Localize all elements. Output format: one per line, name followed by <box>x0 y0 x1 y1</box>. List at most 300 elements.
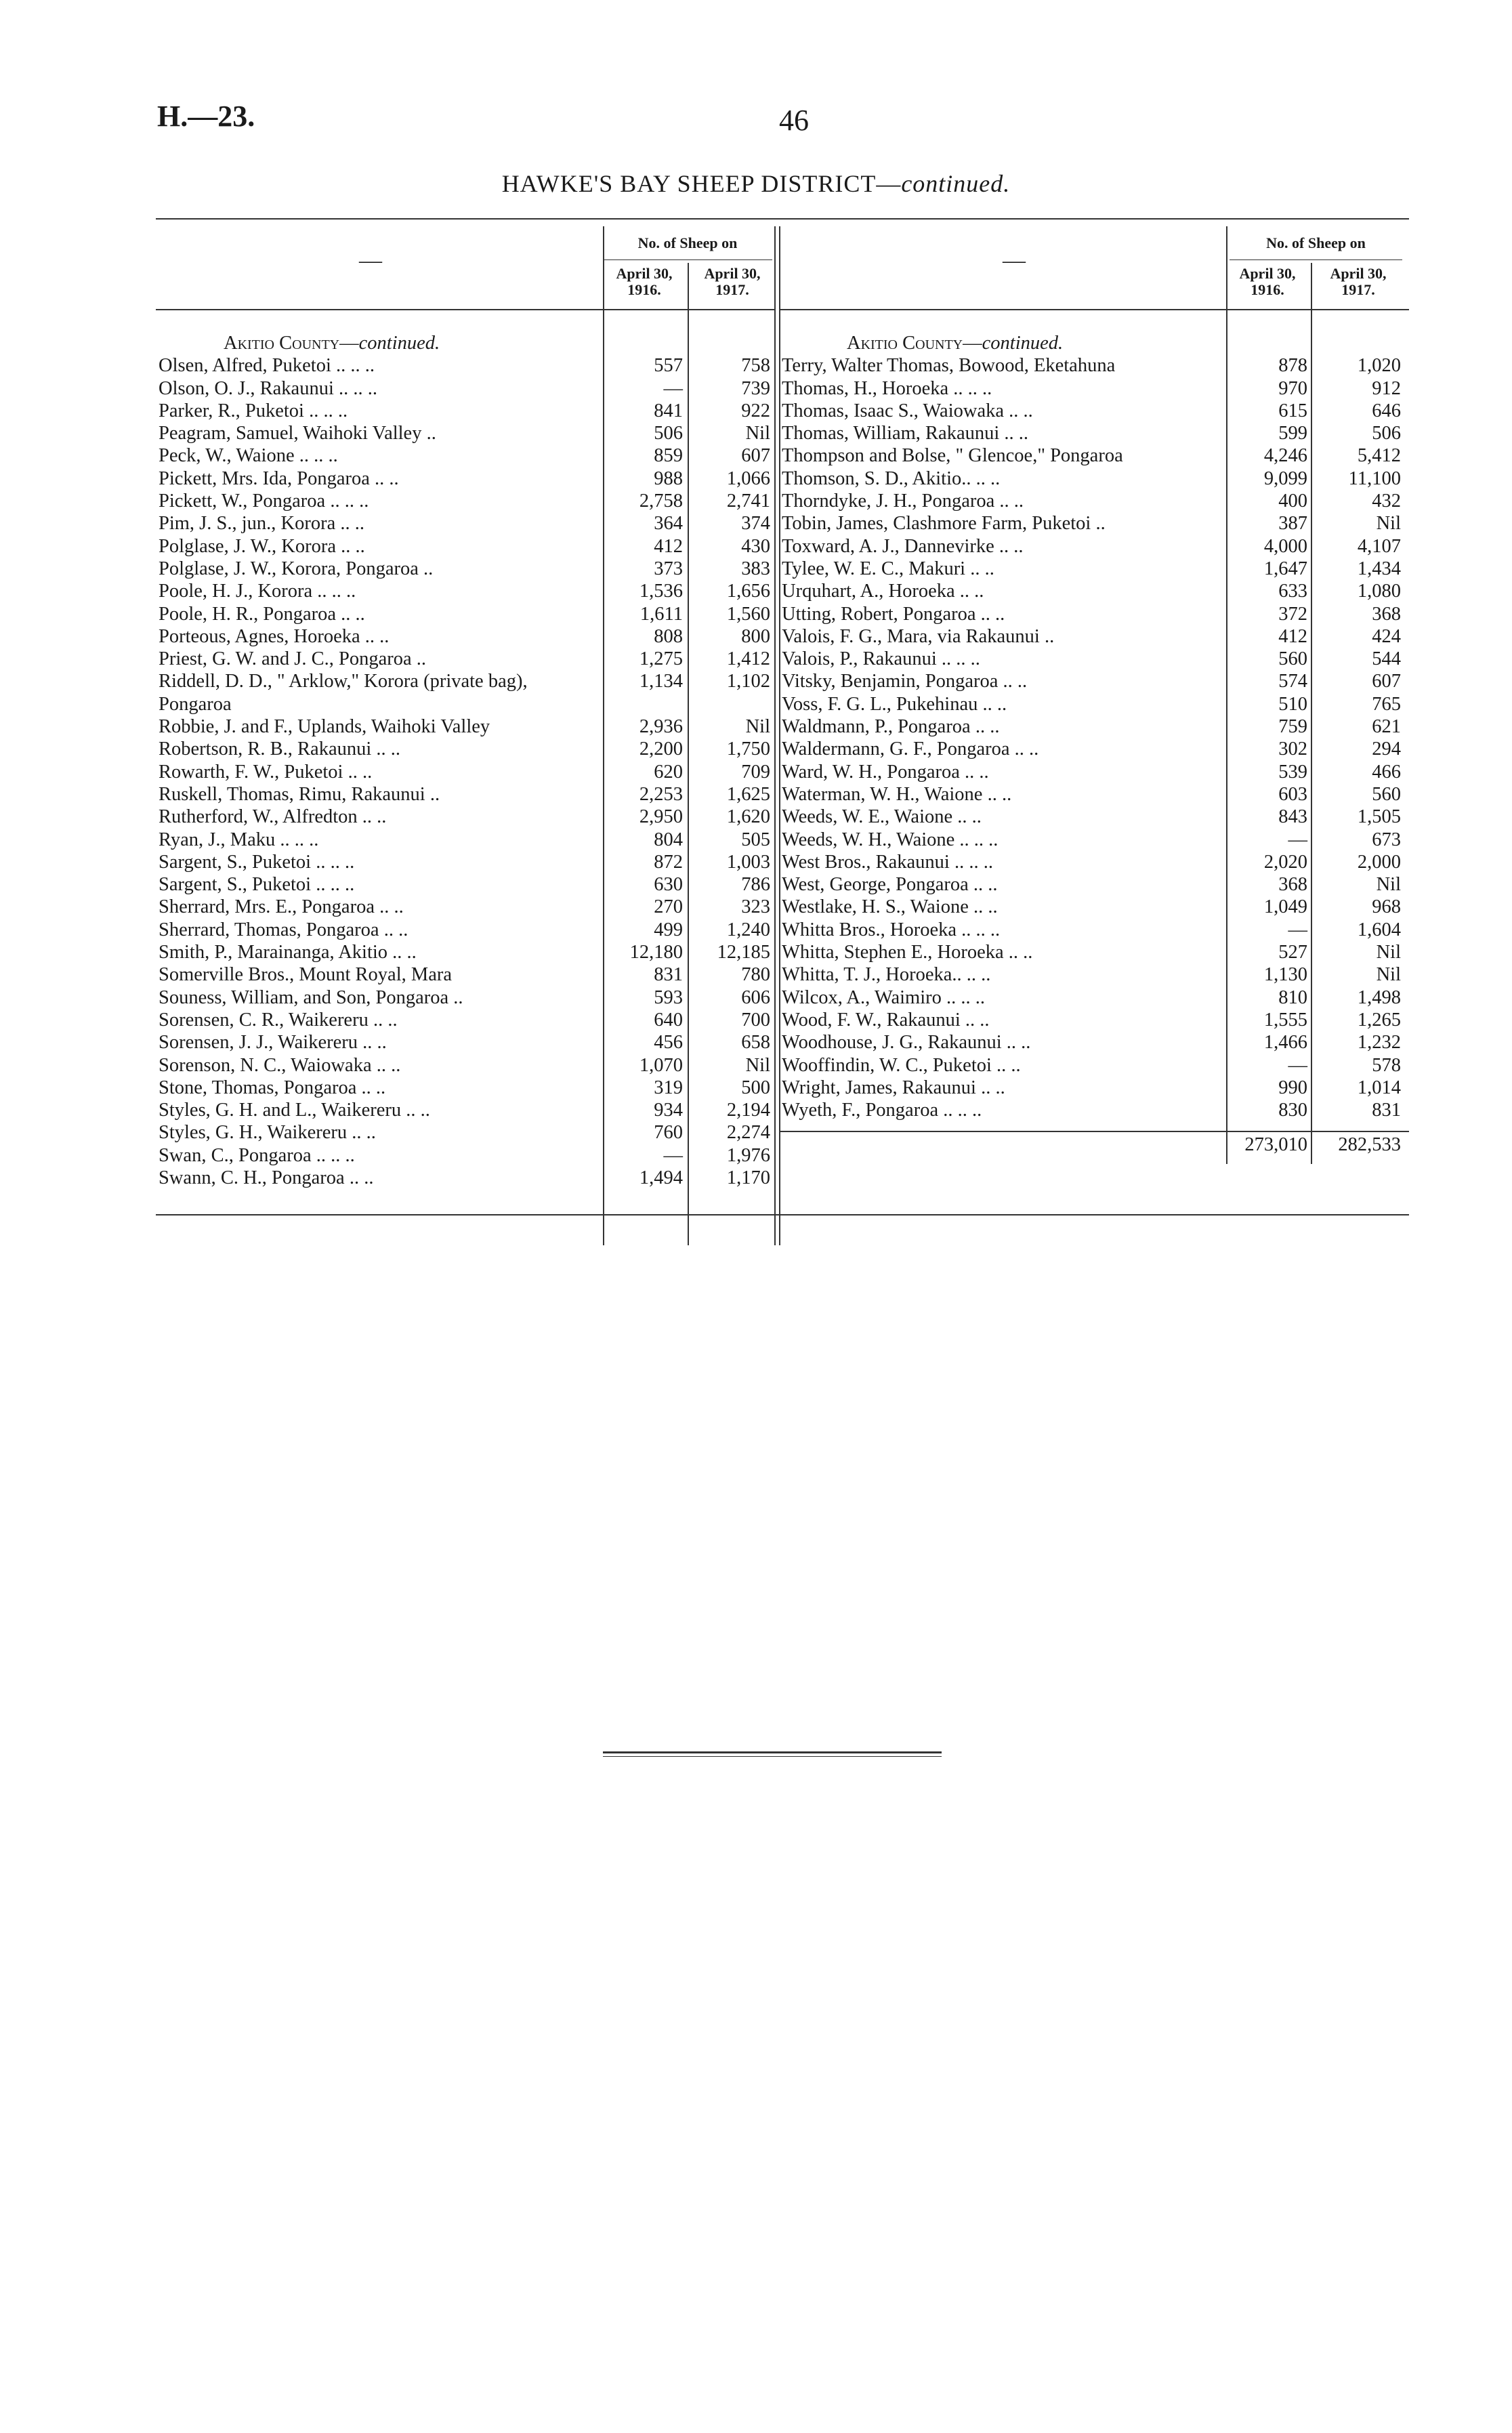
county-name: Akitio County— <box>224 333 359 354</box>
value-1917: 709 <box>741 761 770 783</box>
value-1916: 808 <box>654 625 683 647</box>
value-1917: 739 <box>741 377 770 399</box>
row-name: Sorensen, C. R., Waikereru .. .. <box>159 1009 398 1031</box>
header-col-1917: April 30, 1917. <box>704 265 761 298</box>
table-row <box>156 1009 776 1031</box>
table-row <box>779 580 1409 602</box>
row-name: Whitta, T. J., Horoeka.. .. .. <box>782 964 991 986</box>
value-1917: 500 <box>741 1077 770 1098</box>
row-name: Westlake, H. S., Waione .. .. <box>782 896 998 918</box>
table-row <box>156 986 776 1009</box>
table-row <box>156 422 776 444</box>
table-row <box>156 738 776 760</box>
row-name: Rutherford, W., Alfredton .. .. <box>159 806 387 828</box>
value-1916: 841 <box>654 400 683 421</box>
row-name: Parker, R., Puketoi .. .. .. <box>159 400 348 421</box>
row-name: Valois, P., Rakaunui .. .. .. <box>782 648 980 670</box>
value-1917: 800 <box>741 625 770 647</box>
value-1916: 970 <box>1278 377 1307 399</box>
table-row <box>779 490 1409 512</box>
table-row <box>156 558 776 580</box>
row-name: Robbie, J. and F., Uplands, Waihoki Valley <box>159 716 490 738</box>
table-row <box>779 829 1409 851</box>
row-name: Terry, Walter Thomas, Bowood, Eketahuna <box>782 355 1116 377</box>
value-1916: 878 <box>1278 355 1307 377</box>
value-1917: 2,000 <box>1357 851 1401 873</box>
row-name: Whitta Bros., Horoeka .. .. .. <box>782 919 1001 940</box>
value-1916: 1,134 <box>639 671 683 692</box>
total-1917: 282,533 <box>1338 1134 1401 1156</box>
table-row <box>779 761 1409 783</box>
value-1917: 1,232 <box>1357 1032 1401 1054</box>
value-1917: 424 <box>1372 625 1401 647</box>
row-name: Sorensen, J. J., Waikereru .. .. <box>159 1032 387 1054</box>
header-dash: — <box>359 248 382 273</box>
county-subheading <box>779 332 1409 354</box>
table-row <box>156 829 776 851</box>
header-col-1916: April 30, 1916. <box>616 265 673 298</box>
column-divider <box>774 226 776 309</box>
value-1917: 700 <box>741 1009 770 1031</box>
table-row <box>156 783 776 806</box>
value-1916: 759 <box>1278 716 1307 738</box>
value-1916: 2,936 <box>639 716 683 738</box>
table-row <box>779 851 1409 873</box>
row-name: Ward, W. H., Pongaroa .. .. <box>782 761 989 783</box>
row-name: Thomson, S. D., Akitio.. .. .. <box>782 467 1001 489</box>
header-col-1916: April 30, 1916. <box>1239 265 1296 298</box>
value-1917: 1,240 <box>726 919 770 940</box>
table-row <box>779 783 1409 806</box>
end-rule <box>603 1756 942 1757</box>
value-1917: 607 <box>1372 671 1401 692</box>
value-1916: 1,555 <box>1263 1009 1307 1031</box>
table-row <box>779 693 1409 715</box>
row-name: Toxward, A. J., Dannevirke .. .. <box>782 535 1024 557</box>
value-1917: 1,750 <box>726 739 770 760</box>
value-1917: 1,014 <box>1357 1077 1401 1098</box>
value-1916: 319 <box>654 1077 683 1098</box>
page-heading <box>0 169 1512 198</box>
table-row <box>156 377 776 400</box>
value-1917: Nil <box>1376 942 1401 963</box>
table-row <box>156 580 776 602</box>
value-1917: 505 <box>741 829 770 850</box>
row-name: Vitsky, Benjamin, Pongaroa .. .. <box>782 671 1028 692</box>
value-1917: 1,020 <box>1357 355 1401 377</box>
header-col-1917: April 30, 1917. <box>1330 265 1387 298</box>
value-1916: — <box>1288 829 1307 850</box>
value-1917: 658 <box>741 1032 770 1054</box>
table-row <box>156 1077 776 1099</box>
row-name: Wood, F. W., Rakaunui .. .. <box>782 1009 990 1031</box>
value-1917: 606 <box>741 986 770 1008</box>
table-row <box>779 648 1409 670</box>
value-1916: 1,494 <box>639 1167 683 1188</box>
value-1917: 780 <box>741 964 770 986</box>
table-row <box>156 806 776 828</box>
value-1917: 5,412 <box>1357 445 1401 467</box>
totals-row <box>779 1131 1409 1157</box>
table-row <box>156 535 776 558</box>
row-name: Wooffindin, W. C., Puketoi .. .. <box>782 1054 1021 1076</box>
value-1916: 872 <box>654 851 683 873</box>
table-row <box>779 1009 1409 1031</box>
table-row <box>156 1167 776 1189</box>
row-name: Ruskell, Thomas, Rimu, Rakaunui .. <box>159 783 440 805</box>
row-name: Ryan, J., Maku .. .. .. <box>159 829 319 850</box>
table-row <box>156 963 776 986</box>
value-1917: 544 <box>1372 648 1401 670</box>
sheep-table-left <box>156 224 776 1189</box>
table-row <box>156 625 776 648</box>
table-row <box>156 354 776 377</box>
table-row <box>779 467 1409 490</box>
value-1917: 1,625 <box>726 783 770 805</box>
table-row <box>779 963 1409 986</box>
value-1916: — <box>663 377 683 399</box>
row-name: Priest, G. W. and J. C., Pongaroa .. <box>159 648 427 670</box>
value-1917: 621 <box>1372 716 1401 738</box>
value-1917: 2,274 <box>726 1122 770 1144</box>
value-1917: 968 <box>1372 896 1401 918</box>
value-1917: Nil <box>1376 513 1401 535</box>
table-row <box>156 851 776 873</box>
row-name: Tobin, James, Clashmore Farm, Puketoi .. <box>782 513 1106 535</box>
value-1917: 646 <box>1372 400 1401 421</box>
table-row <box>156 648 776 670</box>
value-1916: 510 <box>1278 693 1307 715</box>
row-name: Robertson, R. B., Rakaunui .. .. <box>159 739 401 760</box>
row-name: Styles, G. H. and L., Waikereru .. .. <box>159 1100 430 1121</box>
row-name: Peagram, Samuel, Waihoki Valley .. <box>159 423 436 444</box>
value-1916: 990 <box>1278 1077 1307 1098</box>
table-row <box>779 919 1409 941</box>
row-name: Thorndyke, J. H., Pongaroa .. .. <box>782 491 1024 512</box>
value-1917: 1,412 <box>726 648 770 670</box>
value-1916: 1,536 <box>639 581 683 602</box>
value-1917: Nil <box>745 1054 770 1076</box>
value-1916: 372 <box>1278 603 1307 625</box>
value-1916: 2,950 <box>639 806 683 828</box>
table-row <box>156 444 776 467</box>
value-1917: 1,656 <box>726 581 770 602</box>
row-name: Pickett, W., Pongaroa .. .. .. <box>159 491 369 512</box>
value-1917: 758 <box>741 355 770 377</box>
table-row <box>779 1077 1409 1099</box>
value-1916: 804 <box>654 829 683 850</box>
table-row <box>779 558 1409 580</box>
value-1917: 1,620 <box>726 806 770 828</box>
table-row <box>156 1099 776 1121</box>
value-1917: 1,498 <box>1357 986 1401 1008</box>
table-row <box>779 670 1409 692</box>
row-name: Thomas, H., Horoeka .. .. .. <box>782 377 992 399</box>
value-1916: 2,758 <box>639 491 683 512</box>
row-name: Voss, F. G. L., Pukehinau .. .. <box>782 693 1007 715</box>
value-1916: 368 <box>1278 874 1307 896</box>
value-1917: 765 <box>1372 693 1401 715</box>
table-row <box>156 919 776 941</box>
table-row <box>779 1054 1409 1077</box>
heading-title: HAWKE'S BAY SHEEP DISTRICT— <box>501 170 902 197</box>
row-name: Thomas, Isaac S., Waiowaka .. .. <box>782 400 1033 421</box>
row-name: Polglase, J. W., Korora, Pongaroa .. <box>159 558 434 579</box>
page-number: 46 <box>779 104 809 137</box>
value-1917: 374 <box>741 513 770 535</box>
top-rule <box>156 218 1409 220</box>
value-1916: 9,099 <box>1263 467 1307 489</box>
value-1916: — <box>663 1144 683 1166</box>
row-name: Pim, J. S., jun., Korora .. .. <box>159 513 365 535</box>
row-name: Stone, Thomas, Pongaroa .. .. <box>159 1077 386 1098</box>
column-divider <box>1311 263 1312 309</box>
header-dash: — <box>1003 248 1026 273</box>
value-1916: — <box>1288 919 1307 940</box>
row-name: Weeds, W. H., Waione .. .. .. <box>782 829 999 850</box>
table-row <box>779 1031 1409 1054</box>
column-divider <box>1226 226 1227 309</box>
value-1917: 1,505 <box>1357 806 1401 828</box>
column-divider <box>779 226 780 309</box>
value-1916: 1,466 <box>1263 1032 1307 1054</box>
row-name: Porteous, Agnes, Horoeka .. .. <box>159 625 390 647</box>
value-1916: 1,130 <box>1263 964 1307 986</box>
row-name: Sargent, S., Puketoi .. .. .. <box>159 874 355 896</box>
value-1917: 560 <box>1372 783 1401 805</box>
value-1917: 12,185 <box>717 942 770 963</box>
row-name: Tylee, W. E. C., Makuri .. .. <box>782 558 994 579</box>
value-1916: 599 <box>1278 423 1307 444</box>
table-row <box>156 761 776 783</box>
table-row <box>156 603 776 625</box>
header-group-label: No. of Sheep on <box>603 232 772 260</box>
end-rule <box>603 1751 942 1753</box>
value-1916: 620 <box>654 761 683 783</box>
document-reference: H.—23. <box>157 100 255 133</box>
row-name: Somerville Bros., Mount Royal, Mara <box>159 964 452 986</box>
table-row <box>156 1054 776 1077</box>
value-1917: 1,265 <box>1357 1009 1401 1031</box>
row-name: Whitta, Stephen E., Horoeka .. .. <box>782 942 1033 963</box>
value-1917: 506 <box>1372 423 1401 444</box>
value-1917: 368 <box>1372 603 1401 625</box>
row-name: Wilcox, A., Waimiro .. .. .. <box>782 986 986 1008</box>
value-1917: 912 <box>1372 377 1401 399</box>
value-1917: 383 <box>741 558 770 579</box>
value-1916: 830 <box>1278 1100 1307 1121</box>
row-name: Olson, O. J., Rakaunui .. .. .. <box>159 377 377 399</box>
table-row <box>779 377 1409 400</box>
value-1916: 270 <box>654 896 683 918</box>
table-row <box>779 400 1409 422</box>
row-name: Thompson and Bolse, " Glencoe," Pongaroa <box>782 445 1123 467</box>
row-name: Poole, H. J., Korora .. .. .. <box>159 581 356 602</box>
header-group-label: No. of Sheep on <box>1230 232 1402 260</box>
table-row <box>156 1031 776 1054</box>
row-name: Waterman, W. H., Waione .. .. <box>782 783 1012 805</box>
value-1916: 574 <box>1278 671 1307 692</box>
row-name: Sherrard, Mrs. E., Pongaroa .. .. <box>159 896 404 918</box>
table-row <box>156 1121 776 1144</box>
value-1916: 640 <box>654 1009 683 1031</box>
value-1917: 673 <box>1372 829 1401 850</box>
value-1916: 12,180 <box>629 942 683 963</box>
value-1916: 934 <box>654 1100 683 1121</box>
table-row <box>156 941 776 963</box>
value-1917: 831 <box>1372 1100 1401 1121</box>
table-row <box>779 354 1409 377</box>
table-row <box>779 806 1409 828</box>
row-name: West Bros., Rakaunui .. .. .. <box>782 851 993 873</box>
value-1916: 499 <box>654 919 683 940</box>
value-1916: 560 <box>1278 648 1307 670</box>
value-1917: 1,170 <box>726 1167 770 1188</box>
table-row <box>779 512 1409 535</box>
table-row <box>779 1099 1409 1121</box>
table-row <box>779 535 1409 558</box>
table-row <box>779 625 1409 648</box>
sheep-table-right <box>779 224 1409 1157</box>
value-1917: Nil <box>1376 964 1401 986</box>
row-name: Waldmann, P., Pongaroa .. .. <box>782 716 1000 738</box>
value-1916: 400 <box>1278 491 1307 512</box>
value-1917: 1,066 <box>726 467 770 489</box>
value-1917: 466 <box>1372 761 1401 783</box>
value-1917: 922 <box>741 400 770 421</box>
value-1917: 430 <box>741 535 770 557</box>
row-name: Waldermann, G. F., Pongaroa .. .. <box>782 739 1039 760</box>
row-name: Polglase, J. W., Korora .. .. <box>159 535 365 557</box>
value-1917: Nil <box>1376 874 1401 896</box>
value-1916: 373 <box>654 558 683 579</box>
table-row <box>779 941 1409 963</box>
value-1916: 527 <box>1278 942 1307 963</box>
table-body <box>779 310 1409 1157</box>
row-name: West, George, Pongaroa .. .. <box>782 874 998 896</box>
table-row <box>779 896 1409 918</box>
value-1917: 1,976 <box>726 1144 770 1166</box>
row-name: Utting, Robert, Pongaroa .. .. <box>782 603 1005 625</box>
row-name: Peck, W., Waione .. .. .. <box>159 445 338 467</box>
row-name: Wright, James, Rakaunui .. .. <box>782 1077 1005 1098</box>
value-1917: 607 <box>741 445 770 467</box>
value-1916: — <box>1288 1054 1307 1076</box>
value-1917: 1,102 <box>726 671 770 692</box>
value-1916: 387 <box>1278 513 1307 535</box>
table-row <box>779 738 1409 760</box>
value-1916: 1,070 <box>639 1054 683 1076</box>
value-1917: 323 <box>741 896 770 918</box>
table-body <box>156 310 776 1189</box>
value-1916: 4,246 <box>1263 445 1307 467</box>
value-1916: 859 <box>654 445 683 467</box>
value-1916: 831 <box>654 964 683 986</box>
column-divider <box>688 263 689 309</box>
value-1917: 1,604 <box>1357 919 1401 940</box>
row-name: Wyeth, F., Pongaroa .. .. .. <box>782 1100 982 1121</box>
table-row <box>779 715 1409 738</box>
value-1916: 302 <box>1278 739 1307 760</box>
value-1916: 1,049 <box>1263 896 1307 918</box>
value-1916: 615 <box>1278 400 1307 421</box>
value-1916: 760 <box>654 1122 683 1144</box>
value-1916: 630 <box>654 874 683 896</box>
value-1917: 2,741 <box>726 491 770 512</box>
heading-suffix: continued. <box>901 170 1011 197</box>
row-name: Weeds, W. E., Waione .. .. <box>782 806 982 828</box>
row-name: Thomas, William, Rakaunui .. .. <box>782 423 1029 444</box>
value-1917: Nil <box>745 716 770 738</box>
value-1917: 1,560 <box>726 603 770 625</box>
row-name: Urquhart, A., Horoeka .. .. <box>782 581 984 602</box>
value-1916: 1,611 <box>639 603 683 625</box>
table-row <box>156 873 776 896</box>
row-name: Sherrard, Thomas, Pongaroa .. .. <box>159 919 408 940</box>
table-row <box>779 422 1409 444</box>
table-row <box>156 467 776 490</box>
row-name: Valois, F. G., Mara, via Rakaunui .. <box>782 625 1055 647</box>
table-header <box>156 224 776 310</box>
row-name: Sargent, S., Puketoi .. .. .. <box>159 851 355 873</box>
table-row <box>779 986 1409 1009</box>
value-1916: 1,275 <box>639 648 683 670</box>
table-row <box>779 873 1409 896</box>
county-suffix: continued. <box>982 333 1064 354</box>
value-1917: 786 <box>741 874 770 896</box>
value-1916: 2,200 <box>639 739 683 760</box>
value-1916: 988 <box>654 467 683 489</box>
table-row <box>156 715 776 738</box>
row-name: Riddell, D. D., " Arklow," Korora (private bag), Pongaroa <box>159 671 528 715</box>
value-1917: 432 <box>1372 491 1401 512</box>
table-row <box>156 400 776 422</box>
row-name: Styles, G. H., Waikereru .. .. <box>159 1122 376 1144</box>
table-header <box>779 224 1409 310</box>
table-row <box>156 512 776 535</box>
county-name: Akitio County— <box>847 333 982 354</box>
row-name: Pickett, Mrs. Ida, Pongaroa .. .. <box>159 467 399 489</box>
value-1917: 1,003 <box>726 851 770 873</box>
value-1916: 456 <box>654 1032 683 1054</box>
county-subheading <box>156 332 776 354</box>
row-name: Rowarth, F. W., Puketoi .. .. <box>159 761 373 783</box>
row-name: Sorenson, N. C., Waiowaka .. .. <box>159 1054 401 1076</box>
bottom-rule <box>156 1214 1409 1215</box>
row-name: Woodhouse, J. G., Rakaunui .. .. <box>782 1032 1031 1054</box>
value-1916: 843 <box>1278 806 1307 828</box>
table-row <box>156 1144 776 1167</box>
value-1916: 810 <box>1278 986 1307 1008</box>
row-name: Souness, William, and Son, Pongaroa .. <box>159 986 463 1008</box>
table-row <box>156 670 776 715</box>
value-1916: 2,253 <box>639 783 683 805</box>
row-name: Smith, P., Marainanga, Akitio .. .. <box>159 942 417 963</box>
value-1916: 506 <box>654 423 683 444</box>
table-row <box>779 603 1409 625</box>
value-1916: 557 <box>654 355 683 377</box>
value-1916: 412 <box>1278 625 1307 647</box>
row-name: Swann, C. H., Pongaroa .. .. <box>159 1167 374 1188</box>
value-1916: 633 <box>1278 581 1307 602</box>
value-1917: 294 <box>1372 739 1401 760</box>
value-1917: 11,100 <box>1348 467 1401 489</box>
total-1916: 273,010 <box>1244 1134 1307 1156</box>
value-1916: 539 <box>1278 761 1307 783</box>
value-1916: 364 <box>654 513 683 535</box>
value-1917: 4,107 <box>1357 535 1401 557</box>
value-1916: 1,647 <box>1263 558 1307 579</box>
